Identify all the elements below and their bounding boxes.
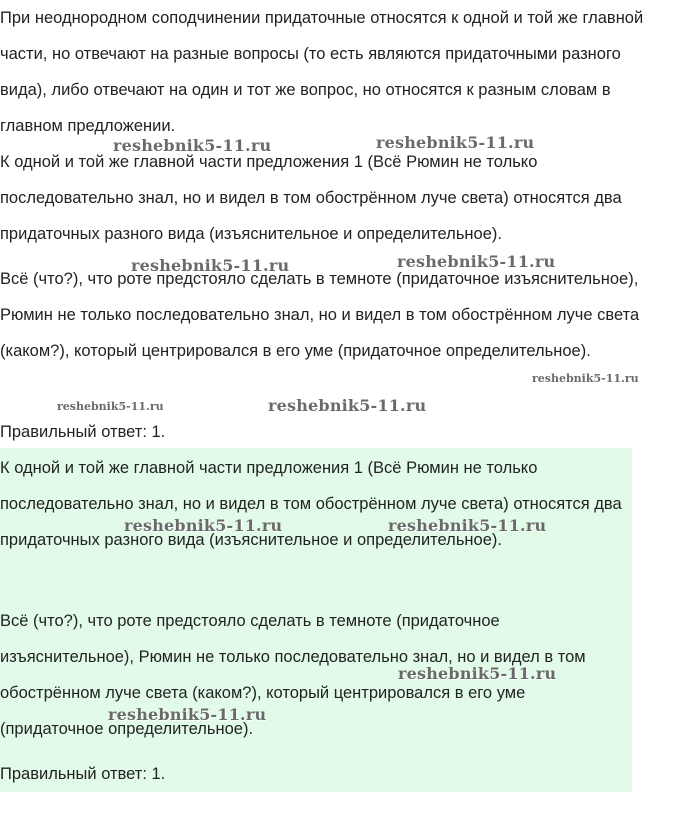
watermark: reshebnik5-11.ru xyxy=(398,664,557,683)
watermark: reshebnik5-11.ru xyxy=(57,400,164,413)
watermark: reshebnik5-11.ru xyxy=(108,705,267,724)
answer-box-paragraph-2: Всё (что?), что роте предстояло сделать в темноте (придаточное изъяснительное), Рюмин не только последовательно знал, но и видел в том обострённом луче света (каком?), который центрировался в его уме (придаточное определительное). xyxy=(0,612,586,738)
answer-box xyxy=(0,448,632,792)
watermark: reshebnik5-11.ru xyxy=(124,516,283,535)
explanation-paragraph-2: Всё (что?), что роте предстояло сделать в темноте (придаточное изъяснительное), Рюмин не только последовательно знал, но и видел в том обострённом луче света (каком?), который центрировался в его уме (придаточное определительное). xyxy=(0,270,640,360)
explanation-paragraph-1: К одной и той же главной части предложения 1 (Всё Рюмин не только последовательно знал, но и видел в том обострённом луче света) относятся два придаточных разного вида (изъяснительное и определительное). xyxy=(0,153,622,243)
watermark: reshebnik5-11.ru xyxy=(397,252,556,271)
answer-box-paragraph-1: К одной и той же главной части предложения 1 (Всё Рюмин не только последовательно знал, но и видел в том обострённом луче света) относятся два придаточных разного вида (изъяснительное и определительное). xyxy=(0,459,622,549)
answer-text: Правильный ответ: 1. xyxy=(0,423,166,441)
watermark: reshebnik5-11.ru xyxy=(268,396,427,415)
watermark: reshebnik5-11.ru xyxy=(388,516,547,535)
watermark: reshebnik5-11.ru xyxy=(376,133,535,152)
intro-paragraph: При неоднородном соподчинении придаточные относятся к одной и той же главной части, но отвечают на разные вопросы (то есть являются придаточными разного вида), либо отвечают на один и тот же вопрос, но относятся к разным словам в главном предложении. xyxy=(0,9,644,135)
watermark: reshebnik5-11.ru xyxy=(131,256,290,275)
answer-box-answer: Правильный ответ: 1. xyxy=(0,765,166,783)
watermark: reshebnik5-11.ru xyxy=(113,136,272,155)
watermark: reshebnik5-11.ru xyxy=(532,372,639,385)
